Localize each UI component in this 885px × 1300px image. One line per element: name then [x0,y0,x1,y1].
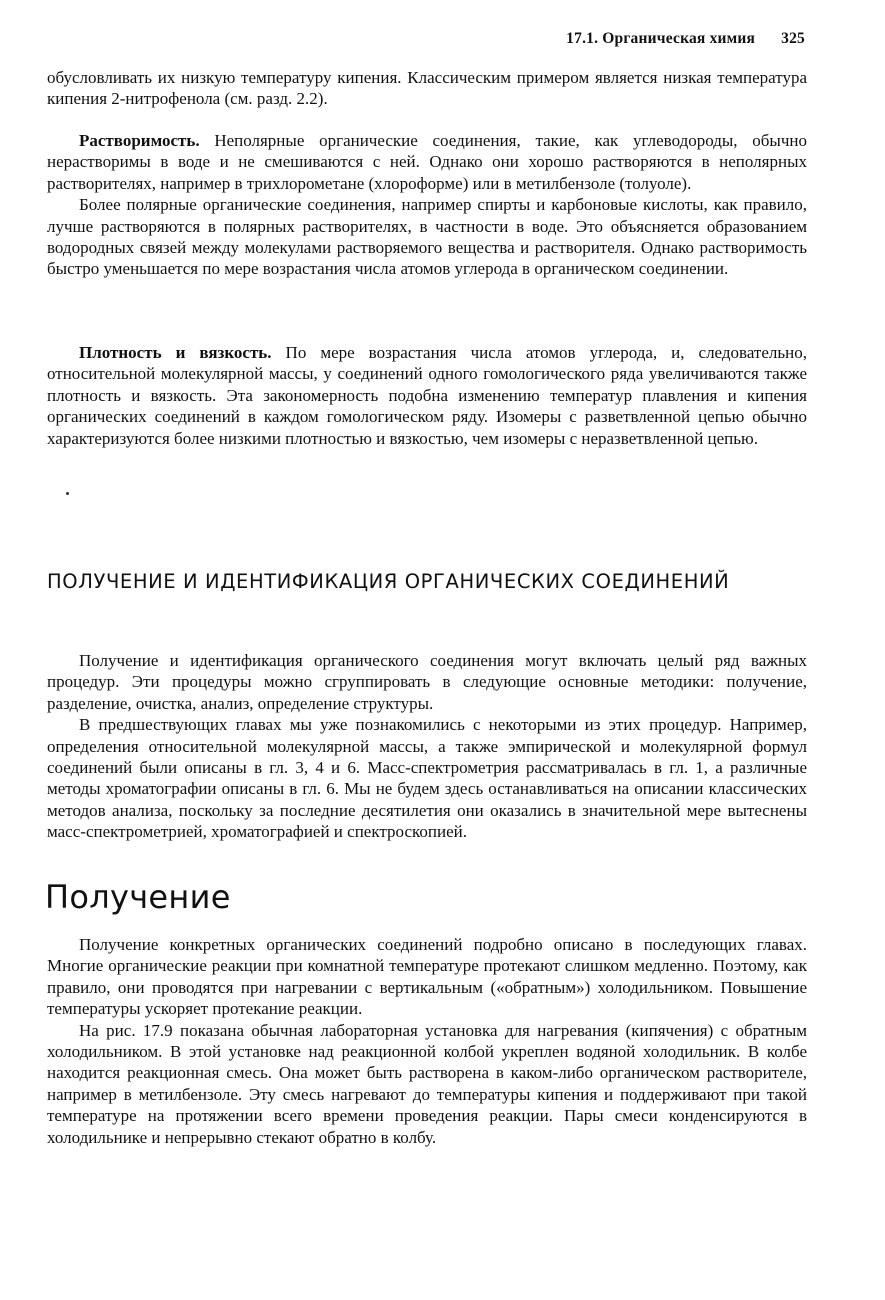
density-viscosity-run-in-heading: Плотность и вязкость. [79,343,272,362]
reflux-setup-paragraph: На рис. 17.9 показана обычная лабораторная установка для нагревания (кипячения) с обратным холодильником. В этой установке над реакционной колбой укреплен водяной холодильник. В колбе находится реакционная смесь. Она может быть растворена в каком-либо органическом растворителе, например в метилбензоле. Эту смесь нагревают до температуры кипения и поддерживают при такой температуре на протяжении всего времени проведения реакции. Пары смеси конденсируются в холодильнике и непрерывно стекают обратно в колбу. [47,1020,807,1147]
polar-compounds-paragraph: Более полярные органические соединения, например спирты и карбоновые кислоты, как правило, лучше растворяются в полярных растворителях, в частности в воде. Это объясняется образованием водородных связей между молекулами растворяемого вещества и растворителя. Однако растворимость быстро уменьшается по мере возрастания числа атомов углерода в органическом соединении. [47,195,807,279]
preparation-identification-block [47,650,807,843]
print-speck [66,492,69,495]
preparation-paragraph: Получение конкретных органических соединений подробно описано в последующих главах. Многие органические реакции при комнатной температуре протекают слишком медленно. Поэтому, как правило, они проводятся при нагревании с вертикальным («обратным») холодильником. Повышение температуры ускоряет протекание реакции. [47,935,807,1019]
procedures-paragraph: Получение и идентификация органического соединения могут включать целый ряд важных процедур. Эти процедуры можно сгруппировать в следующие основные методики: получение, разделение, очистка, анализ, определение структуры. [47,651,807,713]
density-viscosity-paragraph-text: По мере возрастания числа атомов углерода, и, следовательно, относительной молекулярной массы, у соединений одного гомологического ряда увеличиваются также плотность и вязкость. Эта закономерность подобна изменению температур плавления и кипения органических соединений в каждом гомологическом ряду. Изомеры с разветвленной цепью обычно характеризуются более низкими плотностью и вязкостью, чем изомеры с неразветвленной цепью. [47,343,807,448]
section-heading: ПОЛУЧЕНИЕ И ИДЕНТИФИКАЦИЯ ОРГАНИЧЕСКИХ СОЕДИНЕНИЙ [47,570,730,593]
solubility-block [47,130,807,280]
solubility-paragraph [47,130,807,194]
continuation-paragraph: обусловливать их низкую температуру кипения. Классическим примером является низкая температура кипения 2-нитрофенола (см. разд. 2.2). [47,68,807,109]
solubility-paragraph-text: Неполярные органические соединения, такие, как углеводороды, обычно нерастворимы в воде и не смешиваются с ней. Однако они хорошо растворяются в неполярных растворителях, например в трихлорометане (хлороформе) или в метилбензоле (толуоле). [47,131,807,193]
solubility-run-in-heading: Растворимость. [79,131,200,150]
running-head [566,30,805,48]
previous-chapters-paragraph: В предшествующих главах мы уже познакомились с некоторыми из этих процедур. Например, определения относительной молекулярной массы, а также эмпирической и молекулярной формул соединений были описаны в гл. 3, 4 и 6. Масс-спектрометрия рассматривалась в гл. 1, а различные методы хроматографии описаны в гл. 6. Мы не будем здесь останавливаться на описании классических методов анализа, поскольку за последние десятилетия они оказались в значительной мере вытеснены масс-спектрометрией, хроматографией и спектроскопией. [47,715,807,842]
density-viscosity-paragraph [47,342,807,449]
density-viscosity-block [47,342,807,449]
preparation-block [47,934,807,1148]
running-head-section: 17.1. Органическая химия [566,30,756,47]
page-number: 325 [781,30,805,47]
continuation-paragraph-block [47,67,807,110]
subsection-heading: Получение [45,878,231,916]
